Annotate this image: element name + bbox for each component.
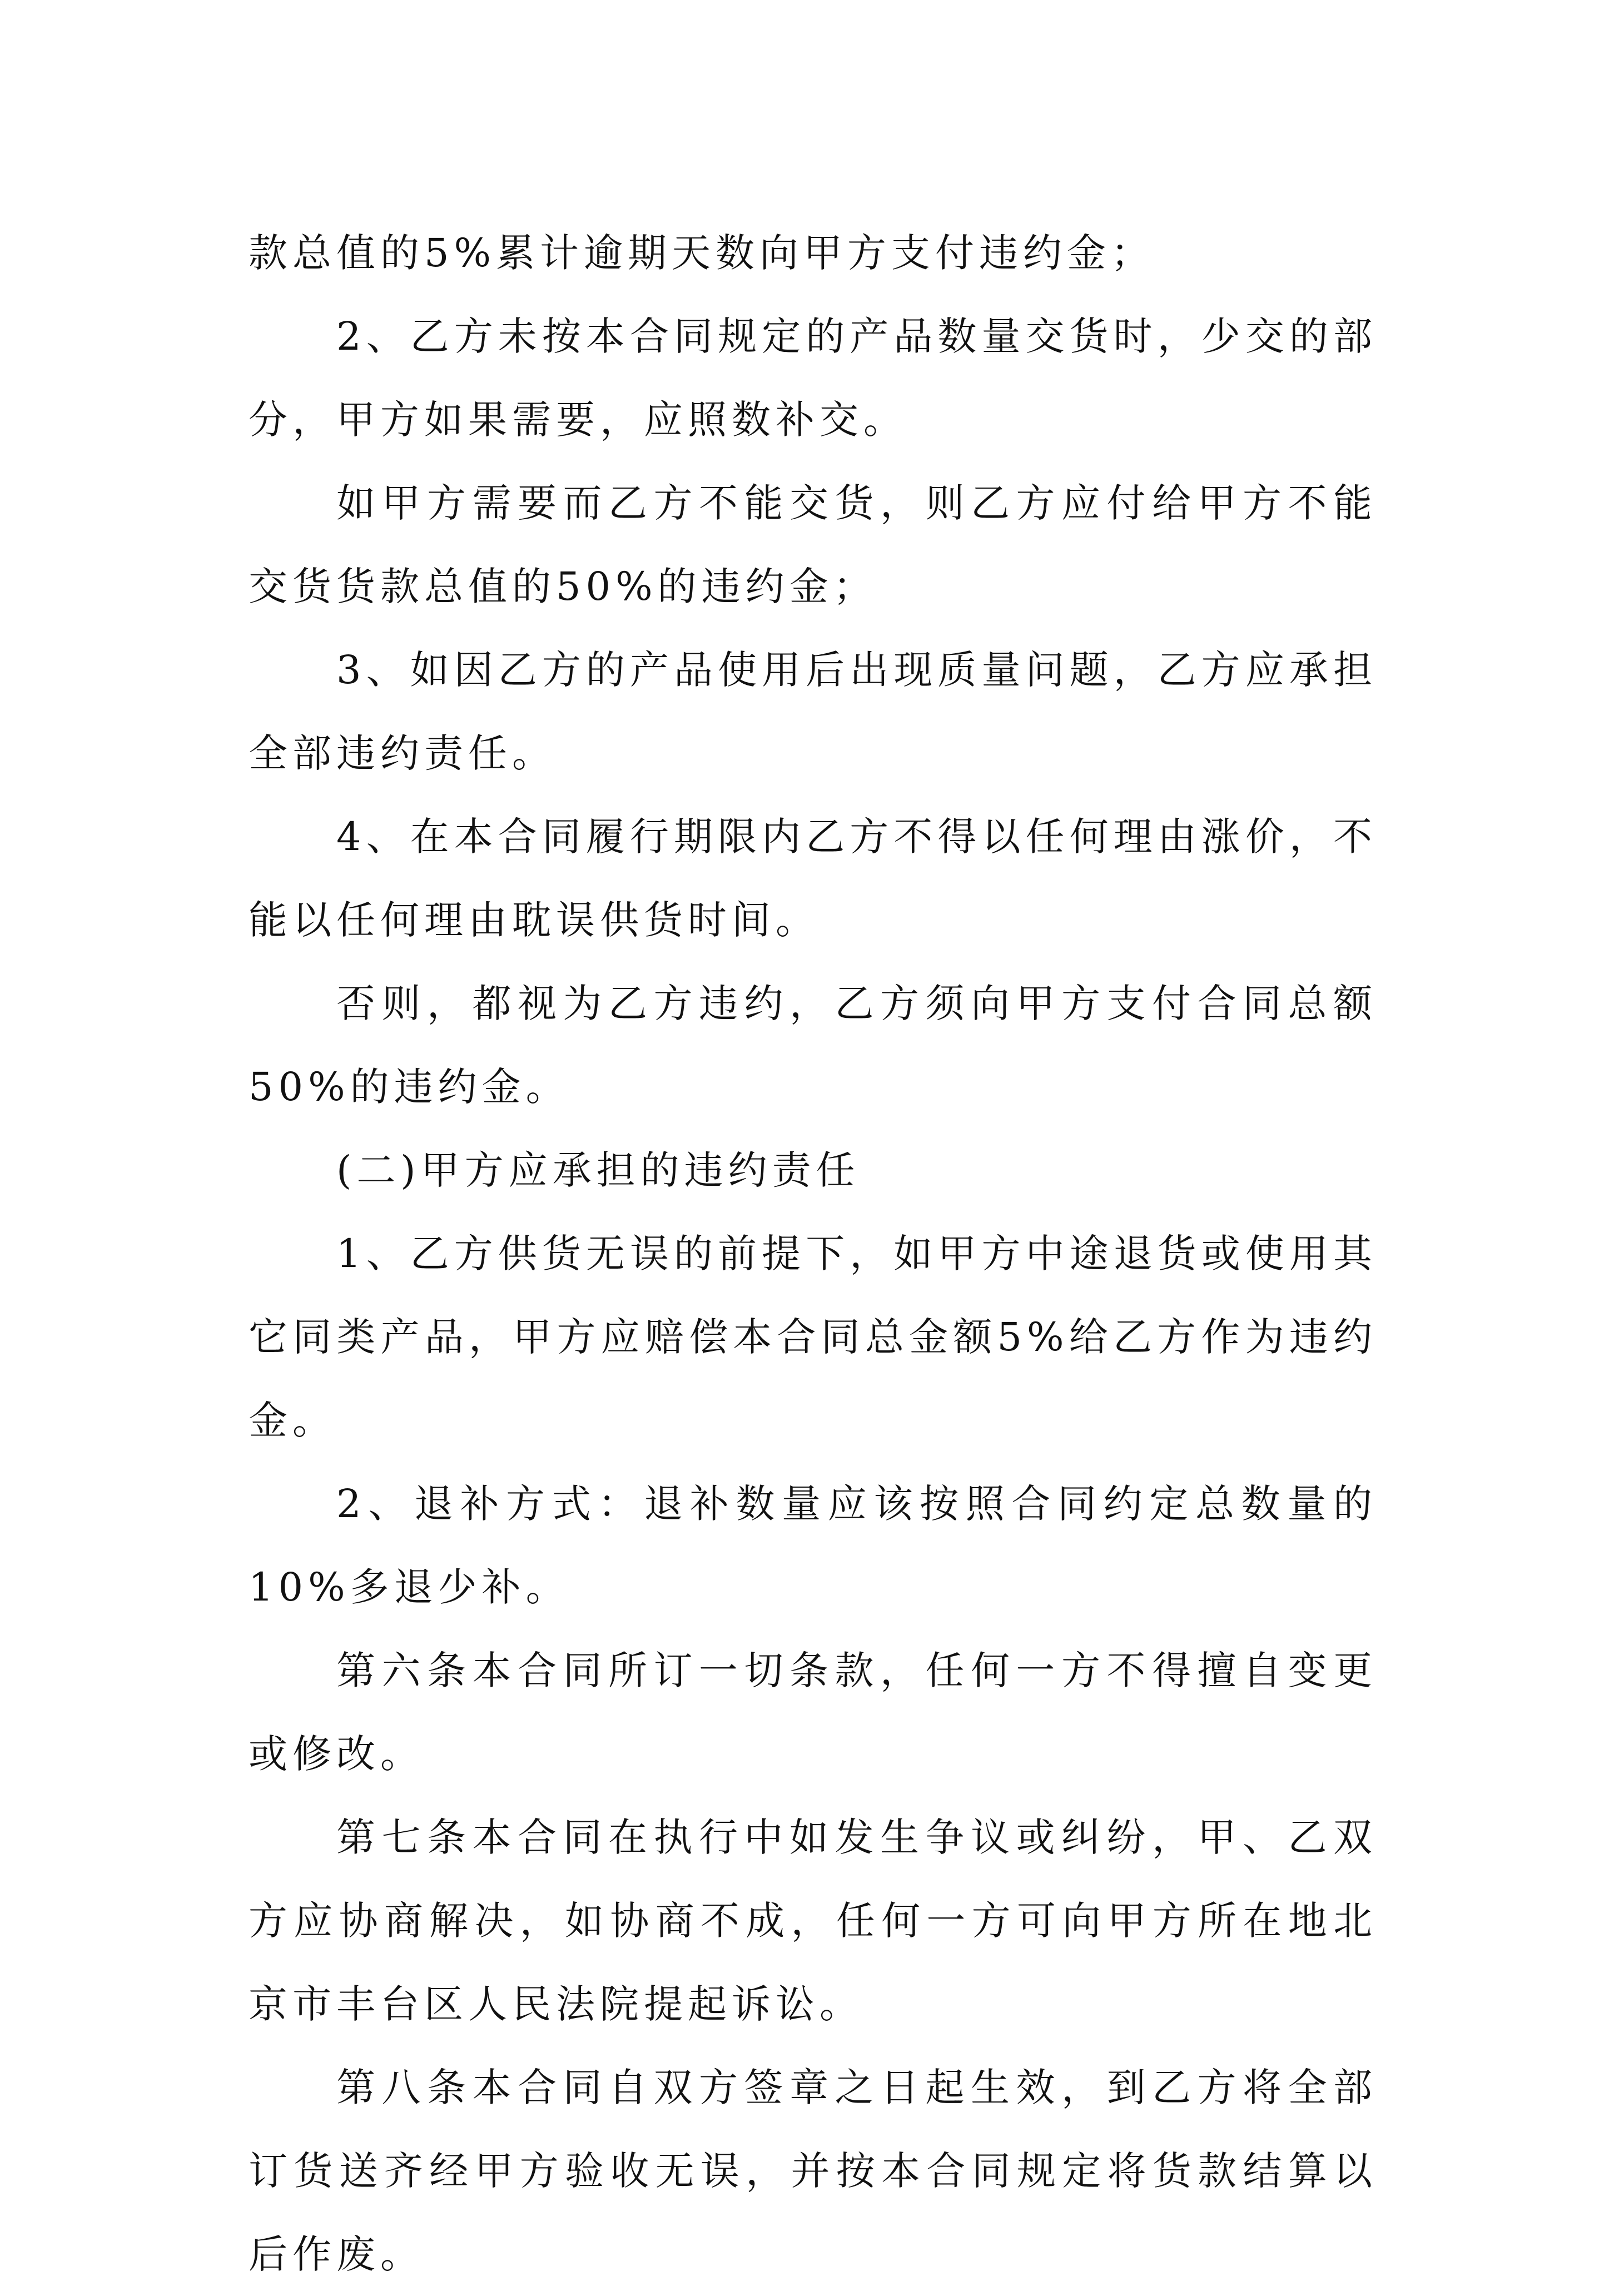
paragraph-3: 如甲方需要而乙方不能交货，则乙方应付给甲方不能交货货款总值的50%的违约金； [249, 480, 1377, 609]
paragraph-12: 第八条本合同自双方签章之日起生效，到乙方将全部订货送齐经甲方验收无误，并按本合同规定将货款结算以后作废。 [249, 2065, 1377, 2277]
paragraph-8: 1、乙方供货无误的前提下，如甲方中途退货或使用其它同类产品，甲方应赔偿本合同总金额5%给乙方作为违约金。 [249, 1231, 1377, 1443]
paragraph-4: 3、如因乙方的产品使用后出现质量问题，乙方应承担全部违约责任。 [249, 647, 1377, 776]
paragraph-2: 2、乙方未按本合同规定的产品数量交货时，少交的部分，甲方如果需要，应照数补交。 [249, 314, 1377, 443]
paragraph-7: (二)甲方应承担的违约责任 [336, 1147, 860, 1193]
paragraph-9: 2、退补方式：退补数量应该按照合同约定总数量的10%多退少补。 [249, 1481, 1377, 1610]
paragraph-6: 否则，都视为乙方违约，乙方须向甲方支付合同总额50%的违约金。 [249, 981, 1377, 1110]
paragraph-5: 4、在本合同履行期限内乙方不得以任何理由涨价，不能以任何理由耽误供货时间。 [249, 814, 1377, 943]
document-body [249, 211, 1377, 2296]
paragraph-11: 第七条本合同在执行中如发生争议或纠纷，甲、乙双方应协商解决，如协商不成，任何一方可向甲方所在地北京市丰台区人民法院提起诉讼。 [249, 1815, 1377, 2027]
paragraph-1: 款总值的5%累计逾期天数向甲方支付违约金； [249, 230, 1155, 276]
paragraph-10: 第六条本合同所订一切条款，任何一方不得擅自变更或修改。 [249, 1648, 1377, 1777]
